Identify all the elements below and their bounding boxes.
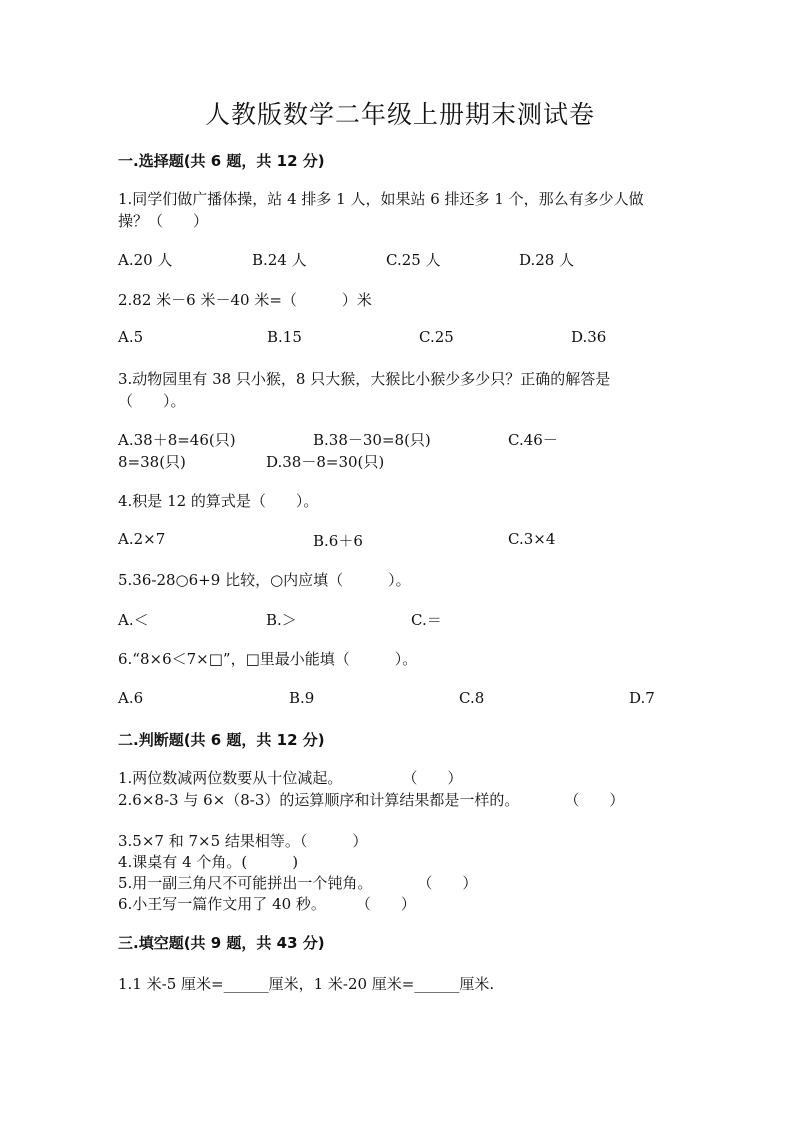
question-2-option-a: A.5 [118,328,144,346]
question-2-option-d: D.36 [571,328,607,346]
section-heading-fill: 三.填空题(共 9 题，共 43 分) [118,934,325,952]
question-4-option-b: B.6＋6 [313,532,363,550]
question-1-option-b: B.24 人 [252,251,307,269]
question-1-option-c: C.25 人 [386,251,441,269]
question-3-option-c: C.46－ [508,431,558,449]
question-1-option-d: D.28 人 [519,251,575,269]
question-5-line-1: 5.36-28○6+9 比较，○内应填（ ）。 [118,571,411,589]
question-5-option-a: A.＜ [118,611,149,629]
question-6-option-d: D.7 [629,689,655,707]
judge-item-2: 2.6×8-3 与 6×（8-3）的运算顺序和计算结果都是一样的。 （ ） [118,791,625,809]
section-heading-judge: 二.判断题(共 6 题，共 12 分) [118,731,325,749]
question-5-option-b: B.＞ [266,611,297,629]
question-3-line-2: （ ）。 [118,392,186,410]
question-1-line-2: 操？（ ） [118,212,209,230]
fill-item-1: 1.1 米-5 厘米=______厘米，1 米-20 厘米=______厘米. [118,975,495,993]
question-2-option-b: B.15 [267,328,302,346]
question-6-option-c: C.8 [459,689,485,707]
question-6-option-b: B.9 [289,689,315,707]
question-3-option-b: B.38－30=8(只) [313,431,431,449]
question-4-option-c: C.3×4 [508,530,556,548]
question-4-option-a: A.2×7 [118,530,166,548]
judge-item-1: 1.两位数减两位数要从十位减起。 （ ） [118,769,463,787]
question-3-option-c-cont: 8=38(只) [118,453,186,471]
page-title: 人教版数学二年级上册期末测试卷 [204,100,595,129]
judge-item-4: 4.课桌有 4 个角。( ) [118,853,299,871]
question-2-option-c: C.25 [419,328,454,346]
question-1-line-1: 1.同学们做广播体操，站 4 排多 1 人，如果站 6 排还多 1 个，那么有多少人做 [118,190,644,208]
question-5-option-c: C.＝ [411,611,442,629]
question-2-line-1: 2.82 米－6 米－40 米=（ ）米 [118,291,372,309]
section-heading-choice: 一.选择题(共 6 题，共 12 分) [118,152,325,170]
judge-item-6: 6.小王写一篇作文用了 40 秒。 （ ） [118,895,416,913]
question-6-option-a: A.6 [118,689,144,707]
question-6-line-1: 6.“8×6＜7×□”，□里最小能填（ ）。 [118,650,418,668]
judge-item-5: 5.用一副三角尺不可能拼出一个钝角。 （ ） [118,874,478,892]
judge-item-3: 3.5×7 和 7×5 结果相等。（ ） [118,832,368,850]
question-3-line-1: 3.动物园里有 38 只小猴，8 只大猴，大猴比小猴少多少只？正确的解答是 [118,370,611,388]
question-3-option-d: D.38－8=30(只) [266,453,385,471]
question-4-line-1: 4.积是 12 的算式是（ ）。 [118,492,319,510]
question-3-option-a: A.38＋8=46(只) [118,431,236,449]
question-1-option-a: A.20 人 [118,251,173,269]
